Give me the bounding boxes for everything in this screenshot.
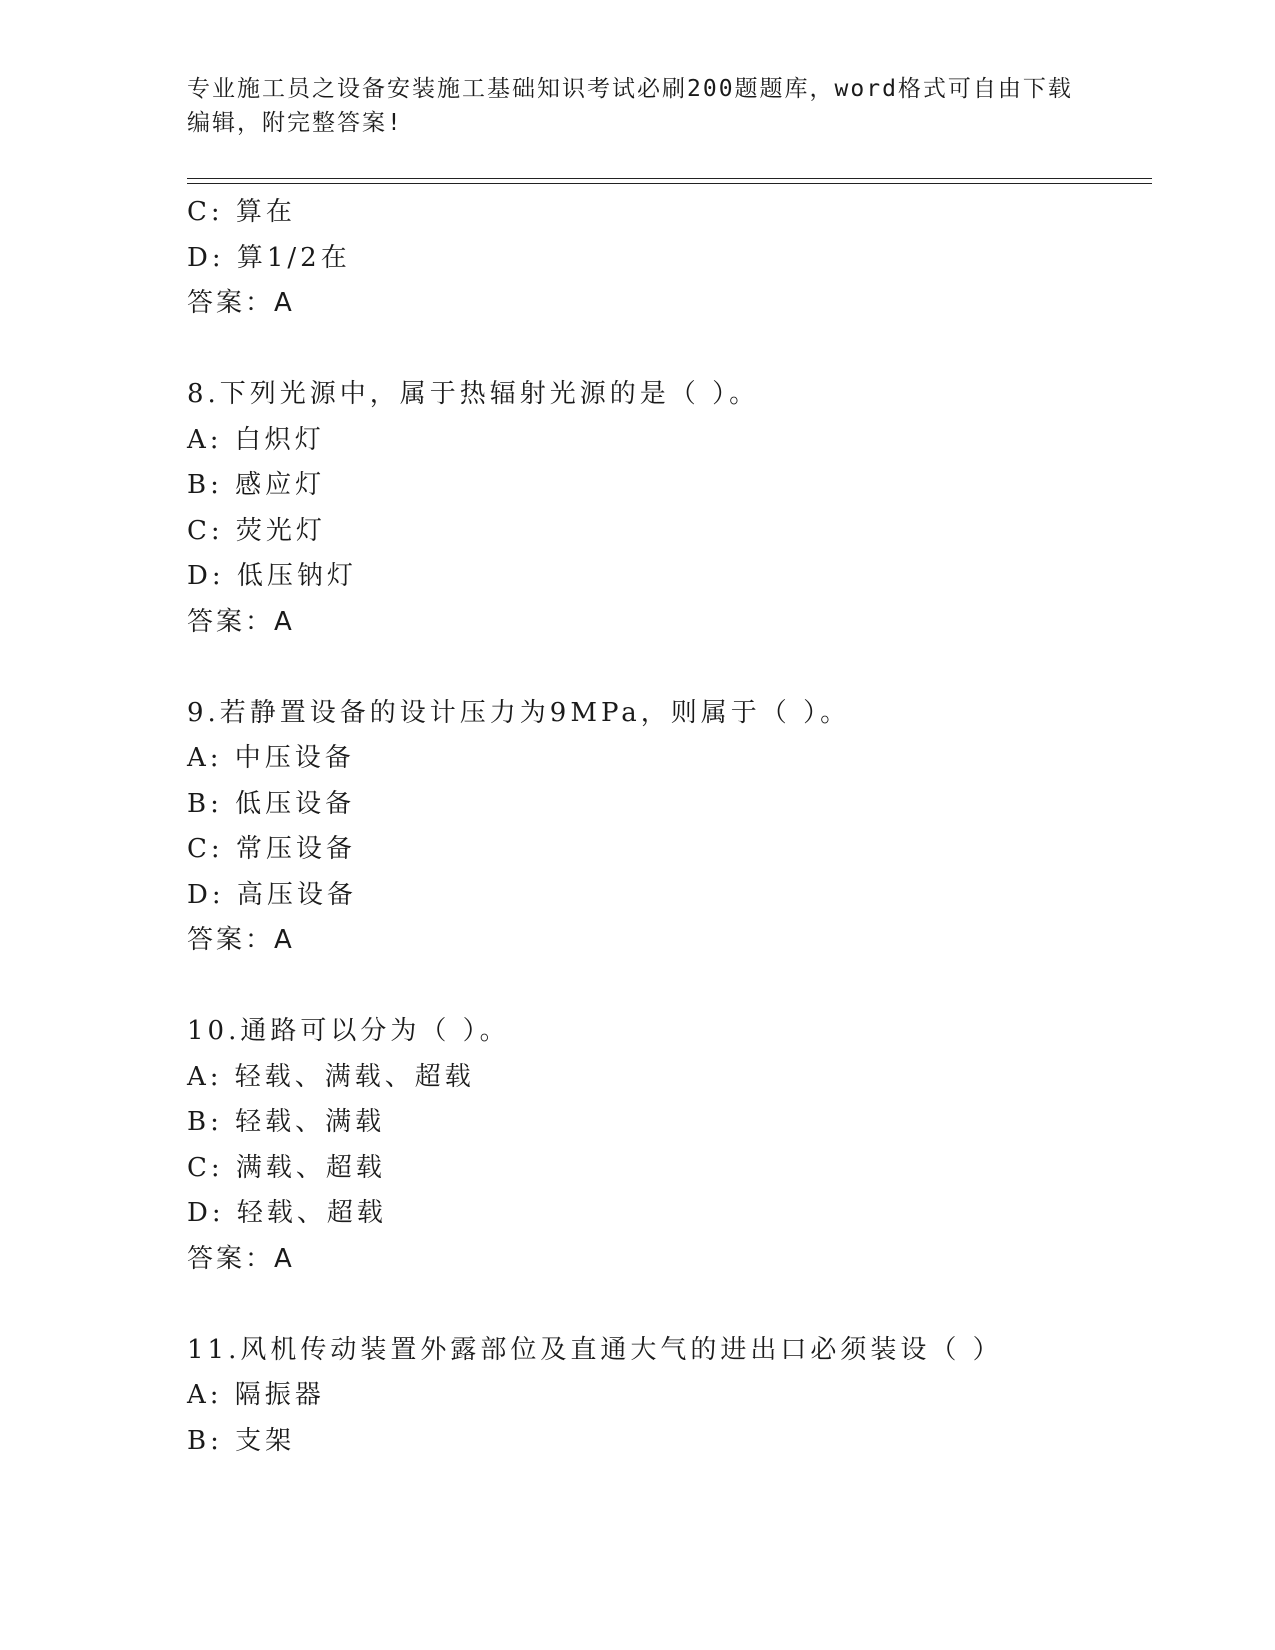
option-c: C: 荧光灯 — [187, 515, 326, 546]
option-d: D: 低压钠灯 — [187, 561, 357, 591]
header-line-2: 编辑，附完整答案! — [187, 110, 403, 136]
question-block — [187, 691, 1152, 964]
option-a: A: 中压设备 — [187, 743, 355, 773]
option-a: A: 白炽灯 — [187, 424, 325, 455]
header-rule-top — [187, 178, 1152, 179]
option-d: D: 轻载、超载 — [187, 1198, 387, 1228]
option-c: C: 常压设备 — [187, 834, 356, 864]
question-stem: 10.通路可以分为（ ）。 — [187, 1016, 510, 1046]
question-stem: 9.若静置设备的设计压力为9MPa，则属于（ ）。 — [187, 697, 851, 728]
answer-line: 答案：A — [187, 288, 295, 318]
question-stem: 11.风机传动装置外露部位及直通大气的进出口必须装设（ ） — [187, 1334, 1003, 1365]
option-d: D: 算1/2在 — [187, 242, 351, 273]
question-list — [187, 190, 1152, 1464]
option-b: B: 轻载、满载 — [187, 1107, 386, 1137]
question-block — [187, 1328, 1152, 1465]
option-c: C: 算在 — [187, 197, 296, 227]
question-stem: 8.下列光源中，属于热辐射光源的是（ ）。 — [187, 379, 760, 409]
header-rule-bottom — [187, 183, 1152, 184]
option-c: C: 满载、超载 — [187, 1152, 386, 1183]
carryover-block — [187, 190, 1152, 327]
document-header — [187, 72, 1087, 140]
header-line-1: 专业施工员之设备安装施工基础知识考试必刷200题题库，word格式可自由下载 — [187, 76, 1073, 102]
option-a: A: 隔振器 — [187, 1380, 325, 1410]
answer-line: 答案：A — [187, 925, 295, 955]
answer-line: 答案：A — [187, 1243, 295, 1274]
option-d: D: 高压设备 — [187, 879, 357, 910]
question-block — [187, 1009, 1152, 1282]
answer-line: 答案：A — [187, 606, 295, 637]
option-b: B: 低压设备 — [187, 788, 356, 819]
option-a: A: 轻载、满载、超载 — [187, 1061, 475, 1092]
option-b: B: 感应灯 — [187, 470, 326, 500]
option-b: B: 支架 — [187, 1425, 296, 1456]
question-block — [187, 372, 1152, 645]
